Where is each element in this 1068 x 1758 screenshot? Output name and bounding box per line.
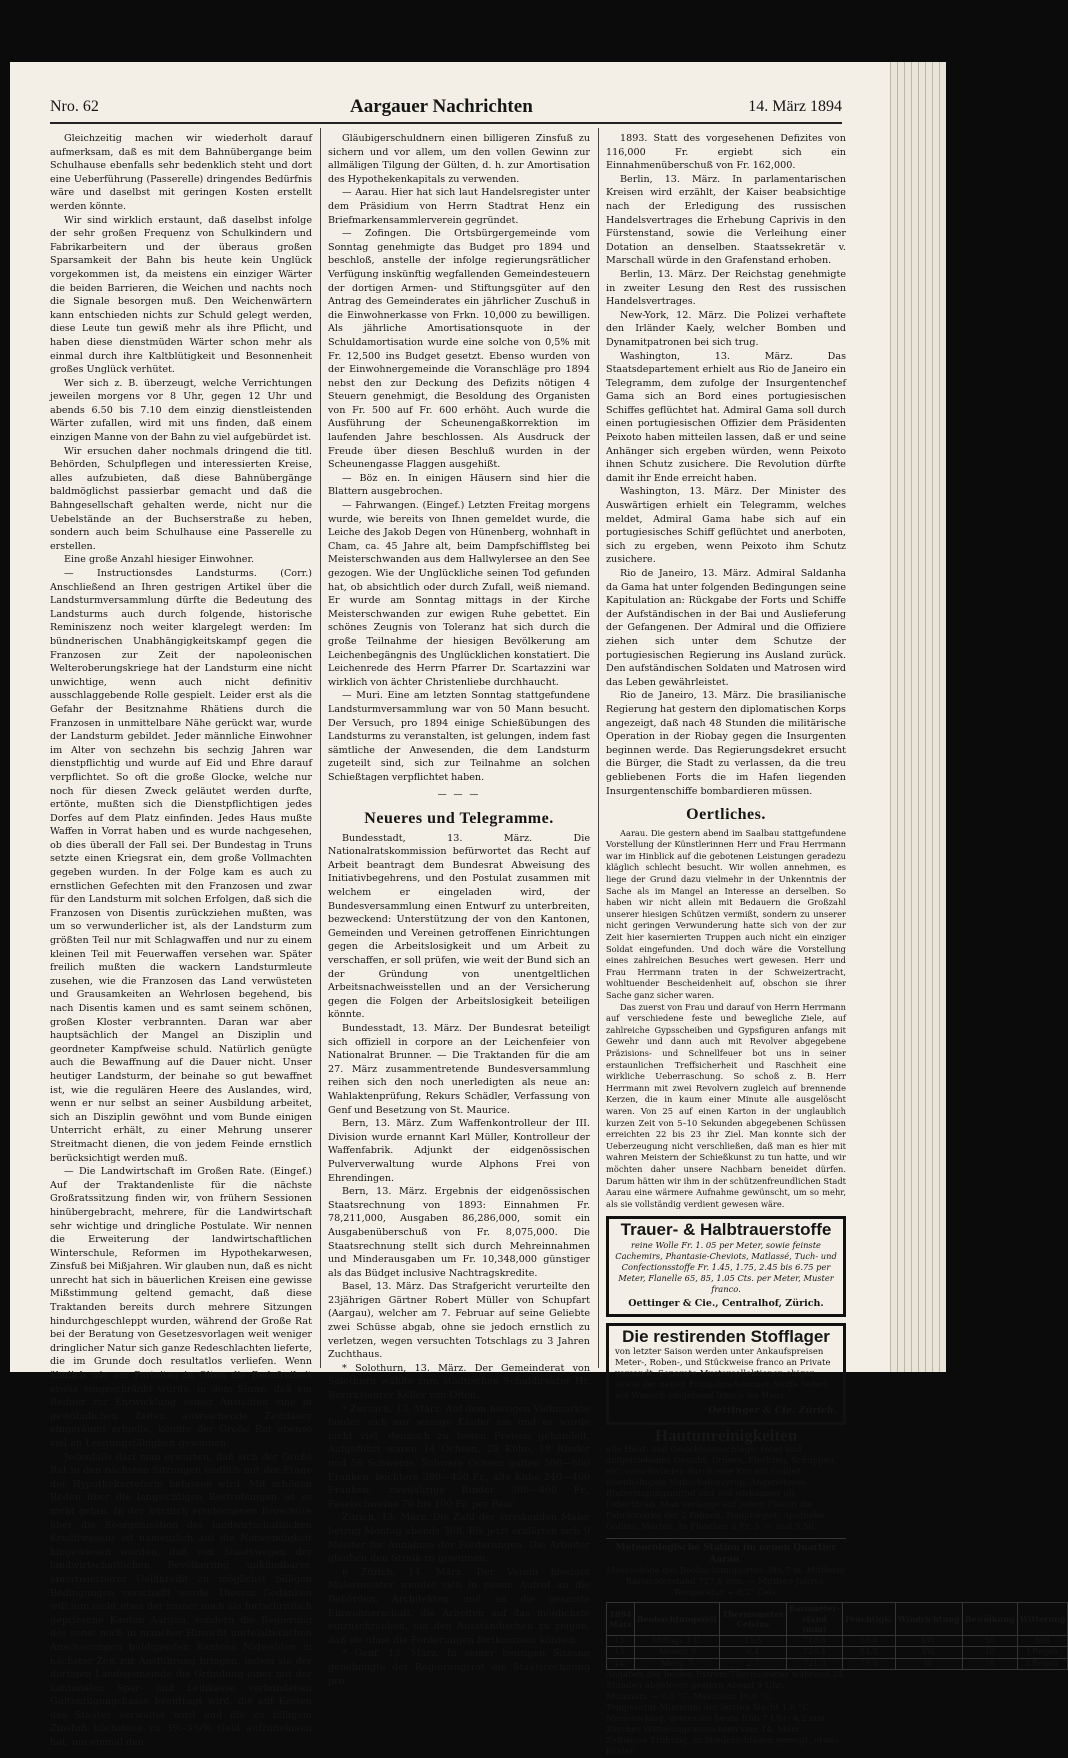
article-paragraph: Das zuerst von Frau und darauf von Herrn Herrmann auf verschiedene feste und bewegliche Ziele, auf zahlreiche Gypsscheiben und Gypsfiguren anfangs mit Gewehr und dann auch mit Revolver abgegebene Präzisions- und Schnellfeuer bot uns in seiner erstaunlichen Treffsicherheit und Raschheit eine wirkliche Ueberraschung. So schoß z. B. Herr Herrmann mit zwei Revolvern zugleich auf brennende Kerzen, die in kaum einer Minute alle ausgelöscht waren. Von 25 auf einen Karton in der unglaublich kurzen Zeit von 5–10 Sekunden abgegebenen Schüssen erreichten 22 bis 23 ihr Ziel. Man konnte sich der Ueberzeugung nicht verschließen, daß man es hier mit wahren Meistern der Schießkunst zu tun hatte, und wir möchten daher unsere Nachbarn beneidet dürfen. Darum hätten wir ihm in der schützenfreundlichen Stadt Aarau eine wärmere Aufnahme gewünscht, um so mehr, als sie vollständig verdient gewesen wäre.	[606, 1001, 846, 1209]
weather-cell: l.Regen	[1017, 1647, 1068, 1659]
weather-note: Temperatur-Minimum der letzten Nacht 1,8 °C.	[606, 1703, 812, 1714]
article-paragraph: Rio de Janeiro, 13. März. Admiral Saldanha da Gama hat unter folgenden Bedingungen seine Kapitulation an: Rückgabe der Forts und Schiffe der Aufständischen in der Bai und Auslieferung der Gefangenen. Der Admiral und die Offiziere ziehen sich unter dem Schutze der portugiesischen Regierung ins Ausland zurück. Den aufständischen Soldaten und Matrosen wird das Leben gewährleistet.	[606, 568, 846, 688]
weather-header-cell: 1894 März	[607, 1603, 635, 1636]
article-paragraph: Zürich, 13. März. Die Zahl der streikenden Maler betrug Montag abends 368. Bis jetzt erklärten sich 9 Meister für Annahme der Forderungen. Die Arbeiter glauben den Streik zu gewinnen.	[328, 1512, 590, 1565]
ad-text: von letzter Saison werden unter Ankaufspreisen Meter-, Roben-, und Stückweise franco an Private versandt. Separate Mustercollektionen obiger, sowie der neuen Frühjahrs-Sommer-Stoffe liefert auf Wunsch umgehend franco ins Haus.	[615, 1347, 831, 1402]
weather-cell: 721,3	[786, 1658, 842, 1670]
page-stack-edge	[911, 62, 918, 1372]
ad-text: reine Wolle Fr. 1. 05 per Meter, sowie feinste Cachemirs, Phantasie-Cheviots, Matlassé, Tuch- und Confectionsstoffe Fr. 1.45, 1.75, 2.45 bis 6.75 per Meter, Flanelle 65, 85, 1.05 Cts. per Meter, Muster franco.	[615, 1239, 837, 1294]
masthead-title: Aargauer Nachrichten	[350, 96, 533, 117]
ad-signature: Oettinger & Cie. Zürich.	[708, 1405, 837, 1417]
weather-cell: l.Regen	[1017, 1658, 1068, 1670]
article-paragraph: — Fahrwangen. (Eingef.) Letzten Freitag morgens wurde, wie bereits von Ihnen gemeldet wurde, die Leiche des Jakob Degen von Hünenberg, wohnhaft in Cham, ca. 45 Jahre alt, beim Dampfschifflsteg bei Meisterschwanden aus dem Hallwylersee an den See gezogen. Wie der Unglückliche seinen Tod gefunden hat, ob absichtlich oder durch Zufall, weiß niemand. Er wurde am Sonntag mittags in der Kirche Meisterschwanden zur ewigen Ruhe gebettet. Ein schönes Zeugnis von Toleranz hat sich durch die große Teilnahme der hiesigen Bevölkerung am Leichenbegängnis des Unglücklichen konstatiert. Die Leichenrede des Herrn Pfarrer Dr. Scartazzini war wirklich von ächter Christenliebe durchhaucht.	[328, 500, 590, 688]
ad-signature: Oettinger & Cie., Centralhof, Zürich.	[628, 1297, 824, 1309]
weather-title: Meteorologische Station im neuen Quartier Aarau.	[615, 1543, 837, 1566]
article-paragraph: New-York, 12. März. Die Polizei verhaftete den Irländer Kaely, welcher Bomben und Dynamitpatronen bei sich trug.	[606, 309, 846, 348]
article-paragraph: Wir sind wirklich erstaunt, daß daselbst infolge der sehr großen Frequenz von Schulkindern und Fabrikarbeitern und der überaus großen Sparsamkeit der Bahn bis heute kein Unglück vorgekommen ist, da meistens ein einziger Wärter die beiden Barrieren, die Weichen und nachts noch die Signale besorgen muß. Den Weichenwärtern kann entschieden nichts zur Schuld gelegt werden, diese Leute tun gewiß mehr als ihre Pflicht, und haben diese dienstmüden Wärter schon mehr als einmal durch ihre Kaltblütigkeit und Besonnenheit großes Unglück verhütet.	[50, 214, 312, 376]
article-paragraph: Washington, 13. März. Das Staatsdepartement erhielt aus Rio de Janeiro ein Telegramm, dem zufolge der Insurgentenchef Gama sich an Bord eines portugiesischen Schiffes geflüchtet hat. Admiral Gama soll durch einen portugiesischen Offizier dem Präsidenten Peixoto haben mitteilen lassen, daß er und seine Anhänger sich ergeben würden, wenn Peixoto ihnen Schutz zusichere. Die Revolution dürfte damit ihr Ende erreicht haben.	[606, 350, 846, 484]
weather-cell: 720,4	[786, 1647, 842, 1659]
weather-note: Zürcher Witterungsaussichten vom 14. März.	[606, 1725, 803, 1736]
article-paragraph: Bundesstadt, 13. März. Der Bundesrat beteiligt sich offiziell in corpore an der Leichenfeier von Nationalrat Brunner. — Die Traktanden für die am 27. März zusammentretende Bundesversammlung reihen sich den noch unerledigten als neue an: Wahlaktenprüfung, Rekurs Schädler, Verfassung von Genf und Besetzung von St. Maurice.	[328, 1023, 590, 1116]
article-paragraph: — Böz en. In einigen Häusern sind hier die Blattern ausgebrochen.	[328, 472, 590, 498]
article-paragraph: Aarau. Die gestern abend im Saalbau stattgefundene Vorstellung der Künstlerinnen Herr und Frau Herrmann war im Hinblick auf die gebotenen Leistungen geradezu kläglich schlecht besucht. Wir wollen annehmen, es liege der Grund dazu vielmehr in der Unkenntnis der Sache als im Mangel an Interesse an derselben. So haben wir nicht allein mit Bedauern die Großzahl unserer hiesigen Schützen vermißt, sondern zu unserer nicht geringen Verwunderung hatte sich von der zur Zeit hier kasernierten Truppen auch nicht ein einziger Soldat eingefunden. Und doch wäre die Vorstellung eines zahlreichen Besuches wert gewesen. Herr und Frau Herrmann traten in der Schweizertracht, wohltuender Bescheidenheit auf, obschon sie ihrer Sache ganz sicher waren.	[606, 827, 846, 1000]
weather-report	[606, 1538, 1066, 1758]
article-paragraph: Wir ersuchen daher nochmals dringend die titl. Behörden, Schulpflegen und interessierten Kreise, alles aufzubieten, daß diese Bahnübergänge baldmöglichst passierbar gemacht und daß die Bahngesellschaft gehalten werde, nicht nur die Uebelstände an der Buchserstraße zu heben, sondern auch beim Schulhause eine Passerelle zu erstellen.	[50, 445, 312, 552]
article-paragraph: Jedenfalls darf man erwarten, daß sich der Große Rat in den nächsten Sitzungen endlich mit der Frage der Hypothekarreform befassen wird. Mit schönen Reden über die langsichtigen Bestrebungen ist es nicht getan. In der kürzlich erschienenen Broschüre über die Reorganisation des landwirtschaftlichen Kreditwesens ist namentlich auf die Notwendigkeit hingewiesen worden, daß von Staatswegen der landwirtschaftlichen Bevölkerung unkündbarer, amortisierbarer Geldkredit zu möglichst billigen Bedingungen verschafft werde. Diesem Gedanken will nun nicht etwa der immer noch als fortschrittlich gepriesene Kanton Aargau, sondern die Regierung des sonst noch in mancher Hinsicht mittelalterlichen Anschauungen huldigenden Kantons Nidwalden in nächster Zeit zur Ausführung bringen, indem sie der dortigen Landsgemeinde die Gründung einer mit der kantonalen Spar- und Leihkasse verbundenen Gültentilgungskasse beantragt wird, die auf Kosten des Staates verwaltet wird und die zu billigem Zinsfuß höchstens zu 3½–3¾% Geld aufzunehmen hat, um einmal den	[50, 1451, 312, 1749]
article-paragraph: Rio de Janeiro, 13. März. Die brasilianische Regierung hat gestern den diplomatischen Korps angezeigt, daß nach 48 Stunden die militärische Operation in der Riobay gegen die Insurgenten beginnen werde. Das Regierungsdekret ersucht die Bürger, die Stadt zu verlassen, da die treu gebliebenen Forts die im Hafen liegenden Insurgentenschiffe bombardieren müssen.	[606, 690, 846, 797]
article-paragraph: Basel, 13. März. Das Strafgericht verurteilte den 23jährigen Gärtner Robert Müller von Schupfart (Aargau), welcher am 7. Februar auf seine Geliebte zwei Schüsse abgab, ohne sie jedoch ernstlich zu verletzen, wegen versuchten Totschlags zu 3 Jahren Zuchthaus.	[328, 1281, 590, 1361]
article-paragraph: Bern, 13. März. Ergebnis der eidgenössischen Staatsrechnung von 1893: Einnahmen Fr. 78,211,000, Ausgaben 86,286,000, somit ein Ausgabenüberschuß von Fr. 8,075,000. Die Staatsrechnung stellt sich durch Mehreinnahmen und Minderausgaben um Fr. 10,348,000 günstiger als das Büdget inclusive Nachtragskredite.	[328, 1186, 590, 1279]
weather-header-cell: Barometer-stand (mm)	[786, 1603, 842, 1636]
weather-cell: SW.	[895, 1635, 962, 1647]
weather-row	[607, 1635, 1068, 1647]
article-paragraph: * Genf, 13. März. In seiner heutigen Sitzung genehmigte der Regierungsrat die Staatsrechnung pro	[328, 1648, 590, 1687]
weather-cell: 718,8	[786, 1635, 842, 1647]
article-paragraph: * Solothurn, 13. März. Der Gemeinderat von Solothurn wählte zum städtischen Schuldirektor Hr. Bezirkslehrer Keller von Olten.	[328, 1362, 590, 1402]
section-divider: — — —	[437, 789, 481, 800]
article-paragraph: Gläubigerschuldnern einen billigeren Zinsfuß zu sichern und vor allem, um den vollen Gewinn zur allmäligen Tilgung der Gülten, d. h. zur Amortisation des Hypothekenkapitals zu verwenden.	[328, 133, 590, 185]
newspaper-page	[10, 62, 1066, 1758]
article-paragraph: * Zurzach, 13. März. Auf dem hiesigen Viehmarkte fanden sich nur wenige Käufer ein und es wurde nicht viel, dennoch zu festen Preisen gehandelt. Aufgeführt waren 14 Ochsen, 28 Kühe, 19 Rinder und 56 Schweine. Schwere Ochsen galten 500—600 Franken, leichtere 380—450 Fr., alte Kühe 240—400 Franken, zweijährige Rinder 300—460 Fr., Faselschweine 70 bis 100 Fr. per Paar.	[328, 1403, 590, 1510]
article-paragraph: Bundesstadt, 13. März. Die Nationalratskommission befürwortet das Recht auf Arbeit beantragt dem Bundesrat Abweisung des Initiativbegehrens, und den Postulat zusammen mit welchem er eingeladen wird, der Bundesversammlung einen Entwurf zu unterbreiten, bezweckend: Unterstützung der von den Kantonen, Gemeinden und Vereinen getroffenen Einrichtungen gegen die Arbeitslosigkeit und um Arbeit zu verschaffen, er soll prüfen, wie weit der Bund sich an der Gründung von unentgeltlichen Arbeitsnachweisstellen und an der Versicherung gegen die Folgen der Arbeitslosigkeit beteiligen könnte.	[328, 832, 590, 1021]
weather-table	[606, 1602, 1068, 1670]
weather-subtitle: Meereshöhe des Beobachtungsortes 396,7 m. Mittlerer Barometerstand 727,8 mm. — Mittlere Jahres-Temperatur + 8,2° Cels.	[606, 1566, 846, 1599]
weather-header-cell: Feuchtigk.	[843, 1603, 896, 1636]
weather-header-cell: Beobachtungszeit	[634, 1603, 719, 1636]
weather-note: Niederschlag, gemessen heute früh 7 Uhr: 4,2 mm.	[606, 1714, 828, 1725]
column-1	[50, 132, 312, 1749]
weather-cell: 6,4	[720, 1647, 786, 1659]
page-stack-edge	[918, 62, 925, 1372]
article-paragraph: 1893. Statt des vorgesehenen Defizites von 116,000 Fr. ergiebt sich ein Einnahmenüberschuß von Fr. 162,000.	[606, 133, 846, 172]
weather-row	[607, 1647, 1068, 1659]
weather-cell: W.	[895, 1658, 962, 1670]
ad-title: Hautunreinigkeiten	[654, 1425, 798, 1445]
article-paragraph: Gleichzeitig machen wir wiederholt darauf aufmerksam, daß es mit dem Bahnübergange beim Schulhause ebenfalls sehr bedenklich steht und dort eine Ueberführung (Passerelle) dringendes Bedürfnis wäre und daselbst mit geringen Kosten erstellt werden könnte.	[50, 133, 312, 212]
weather-header-cell: Bewölkung	[962, 1603, 1017, 1636]
page-stack-edge	[932, 62, 939, 1372]
article-paragraph: Berlin, 13. März. In parlamentarischen Kreisen wird erzählt, der Kaiser beabsichtige nach der Erledigung des russischen Handelsvertrages die Erhebung Caprivis in den Fürstenstand, sowie die Verleihung einer Dotation an denselben. Staatssekretär v. Marschall würde in den Grafenstand erhoben.	[606, 173, 846, 267]
issue-date: 14. März 1894	[748, 98, 842, 115]
weather-note: Zeitweise Trübung, zu Niederschlägen geneigt, etwas kühler.	[606, 1736, 840, 1758]
article-paragraph: Eine große Anzahl hiesiger Einwohner.	[64, 554, 255, 566]
ad-title: Trauer- & Halbtrauerstoffe	[620, 1220, 832, 1240]
article-paragraph: — Aarau. Hier hat sich laut Handelsregister unter dem Präsidium von Herrn Stadtrat Henz ein Briefmarkensammlerverein gegründet.	[328, 187, 590, 226]
weather-cell: hell	[1017, 1635, 1068, 1647]
article-paragraph: Wer sich z. B. überzeugt, welche Verrichtungen jeweilen morgens vor 8 Uhr, gegen 12 Uhr und abends 6.50 bis 7.10 dem einzig dienstleistenden Wärter zufallen, wird mit uns finden, daß einem einzigen Manne von der Bahn zu viel aufgebürdet ist.	[50, 377, 312, 444]
article-paragraph: Washington, 13. März. Der Minister des Auswärtigen erhielt ein Telegramm, welches meldet, Admiral Gama habe sich auf ein portugiesisches Schiff geflüchtet und anerboten, sich zu ergeben, wenn Peixoto ihm Schutz zusichere.	[606, 486, 846, 566]
page-stack-edge	[890, 62, 897, 1372]
article-paragraph: — Zofingen. Die Ortsbürgergemeinde vom Sonntag genehmigte das Budget pro 1894 und beschloß, anstelle der infolge regierungsrätlicher Verfügung inskünftig wegfallenden Gemeindesteuern der dortigen Armen- und Stiftungsgüter auf den Antrag des Gemeinderates ein jährlicher Zuschuß in die Einwohnerkasse von Frkn. 10,000 zu bewilligen. Als jährliche Amortisationsquote in der Schuldamortisation wurde eine solche von 0,5% mit Fr. 12,500 ins Budget gesetzt. Ebenso wurden von der Einwohnergemeinde die Voranschläge pro 1894 nebst den zur Deckung des Defizits nötigen 4 Steuern genehmigt, die Besoldung des Organisten von Fr. 500 auf Fr. 600 erhöht. Auch wurde die Ausführung der Scheunengaßkorrektion im laufenden Jahre beschlossen. Als Ausdruck der Freude über diesen Beschluß wurden in der Scheunengasse Flaggen ausgehißt.	[328, 228, 590, 471]
page-stack-edge	[939, 62, 946, 1372]
article-paragraph: — Instructionsdes Landsturms. (Corr.) Anschließend an Ihren gestrigen Artikel über die Landsturmversammlung dürfte die Bedeutung des Landsturms auch durch folgende, historische Reminiszenz noch weiter klargelegt werden: Im bündnerischen Unabhängigkeitskampf gegen die Franzosen zur Zeit der napoleonischen Welteroberungskriege hat der Landsturm eine nicht unwichtige, wenn auch nicht definitiv ausschlaggebende Rolle gespielt. Leider erst als die Gefahr der Besitznahme Rhätiens durch die Franzosen in unmittelbare Nähe gerückt war, wurde der Landsturm gebildet. Jeder männliche Einwohner im Alter von sechzehn bis sechzig Jahren war dienstpflichtig und wurde auf Eid und Ehre darauf verpflichtet. So oft die große Glocke, welche nur noch für diesen Zweck geläutet werden durfte, ertönte, mußten sich die Dienstpflichtigen jedes Dorfes auf dem Platz einfinden. Jedes Haus mußte Waffen in Vorrat haben und es wurde nachgesehen, ob dies überall der Fall sei. Der Bundestag in Truns setzte einen Kriegsrat ein, dem große Vollmachten gegeben wurden. In der Folge kam es auch zu ernstlichen Gefechten mit den Franzosen und zwar für den Landsturm mit solchen Erfolgen, daß sich die Franzosen von Disentis zurückziehen mußten, was um so verwunderlicher ist, als der Landsturm zum größten Teil nur mit Schlagwaffen und nur zu einem kleinen Teil mit Feuerwaffen versehen war. Später freilich mußten die wackern Landsturmleute zusehen, wie die Franzosen das Land verwüsteten und Grausamkeiten an Wehrlosen begehend, bis nach Disentis kamen und es samt seinem schönen, großen Kloster verbrannten. Daran war aber hauptsächlich der Mangel an Disziplin und geordneter Kampfweise schuld. Natürlich genügte auch die Bewaffnung auf die Dauer nicht. Unser heutiger Landsturm, der beinahe so gut bewaffnet ist, wie die regulären Heere des Auslandes, wird, wenn er nur selbst an seiner Ausbildung arbeitet, sich an Disziplin gewöhnt und vom Bunde einigen Unterricht erhält, zu einer Mehrung unserer Streitmacht dienen, die von jedem Feinde ernstlich berücksichtigt werden muß.	[50, 568, 312, 1164]
weather-header-cell: Windrichtung	[895, 1603, 962, 1636]
weather-cell: 13.	[607, 1647, 635, 1659]
weather-cell: 10	[962, 1647, 1017, 1659]
column-2	[328, 132, 590, 1687]
ad-stofflager	[606, 1323, 846, 1424]
column-divider	[320, 128, 321, 1368]
page-stack-edge	[904, 62, 911, 1372]
page-stack-edge	[925, 62, 932, 1372]
header-rule	[50, 122, 842, 124]
weather-cell: 2,7	[720, 1658, 786, 1670]
weather-cell: 75,5	[843, 1658, 896, 1670]
weather-header-cell: Witterung	[1017, 1603, 1068, 1636]
page-stack-edge	[897, 62, 904, 1372]
column-divider	[598, 128, 599, 1368]
news-section-title: Neueres und Telegramme.	[364, 810, 554, 828]
page-header	[50, 96, 842, 120]
ad-trauerstoffe	[606, 1216, 846, 1317]
weather-cell: 84,5	[843, 1647, 896, 1659]
weather-cell: 56	[962, 1635, 1017, 1647]
issue-number: Nro. 62	[50, 98, 99, 115]
article-paragraph: — Die Landwirtschaft im Großen Rate. (Eingef.) Auf der Traktandenliste für die nächste Großratssitzung finden wir, von frühern Sessionen hinübergebracht, mehrere, für die Landwirtschaft sehr wichtige und dringliche Postulate. Wir nennen die Erweiterung der landwirtschaftlichen Winterschule, Reformen im Hypothekarwesen, Zinsfuß bei Mißjahren. Wir glauben nun, daß es nicht unrecht hat sich in bäuerlichen Kreisen eine gewisse Mißstimmung geltend gemacht, daß diese Traktanden bereits durch mehrere Sitzungen hindurchgeschleppt wurden, während der Große Rat bei der Beratung von Gesetzesvorlagen weit weniger dringlicher Natur sich ganze Redeschlachten lieferte, die im Grunde doch resultatlos verliefen. Wenn ähnlich wie am Parteitag in Olten die Redefreiheit etwas eingeschränkt würde, in dem Sinne, daß ein Redner zur Entwicklung seiner Ansichten eine in gewöhnlichen Zeiten ausreichende Zeitdauer eingeräumt erhielte, könnte der Große Rat ebenso viel an Leistungsfähigkeit gewinnen.	[50, 1166, 312, 1449]
weather-cell: 55,0	[843, 1635, 896, 1647]
weather-cell: SW.	[895, 1647, 962, 1659]
column-3	[606, 132, 1066, 1758]
article-paragraph: n Zürich, 14. März. Der Verein hiesiger Malermeister wendet sich in einem Aufruf an die Behörden, Architekten und an die gesamte Einwohnerschaft, die Arbeiten auf das möglichste einzuschränken, um den Ausständischen zu zeigen, daß sie ohne die Forderungen fortkommen können.	[328, 1566, 590, 1646]
weather-note: Angaben der beiden Extrem-Thermometer während 24 Stunden abgelesen gestern Abend 9 Uhr:	[606, 1670, 844, 1692]
weather-cell: Mittags 1 U.	[634, 1635, 719, 1647]
article-paragraph: Berlin, 13. März. Der Reichstag genehmigte in zweiter Lesung den Rest des russischen Handelsvertrages.	[606, 268, 846, 308]
ad-text: alle Haut- und Gesichtsausschläge, rotes und aufgetriebenes Gesicht, Drüsen, Flechten, Schuppen etc. verschwinden durch eine Kur mit Golliez eisenhaltigem Nußschalensyrup. Angenehmes Blutreinigungsmittel und viel wirksamer als Leberthran. Man verlange auf jedem Flacon die Fabrikmarke der 2 Palmen. Hauptdepot: Apotheke Golliez, Murten. In Flaschen à Fr. 3. — und 5.50.	[606, 1445, 835, 1533]
article-paragraph: Bern, 13. März. Zum Waffenkontrolleur der III. Division wurde ernannt Karl Müller, Kontrolleur der Waffenfabrik. Adjunkt der eidgenössischen Pulververwaltung wurde Alphons Frei von Ehrendingen.	[328, 1118, 590, 1184]
weather-cell: 13.	[607, 1635, 635, 1647]
weather-cell: 10	[962, 1658, 1017, 1670]
weather-cell: 15,5	[720, 1635, 786, 1647]
weather-cell: Morg. 7	[634, 1658, 719, 1670]
weather-note: Minimum — 0,5 °C. Maximum 16,6 °C.	[606, 1692, 774, 1703]
ad-title: Die restirenden Stofflager	[622, 1327, 830, 1347]
article-paragraph: — Muri. Eine am letzten Sonntag stattgefundene Landsturmversammlung war von 50 Mann besucht. Der Versuch, pro 1894 einige Schießübungen des Landsturms zu veranstalten, ist gelungen, indem fast sämtliche der Anwesenden, die dem Landsturm zugeteilt sind, sich zur Teilnahme an solchen Schießtagen verpflichtet haben.	[328, 690, 590, 783]
weather-header-cell: Thermometer Celsius	[720, 1603, 786, 1636]
ad-hautunreinigkeiten	[606, 1425, 846, 1534]
local-section-title: Oertliches.	[686, 806, 766, 824]
weather-row	[607, 1658, 1068, 1670]
weather-cell: Abends 9	[634, 1647, 719, 1659]
weather-cell: 14.	[607, 1658, 635, 1670]
